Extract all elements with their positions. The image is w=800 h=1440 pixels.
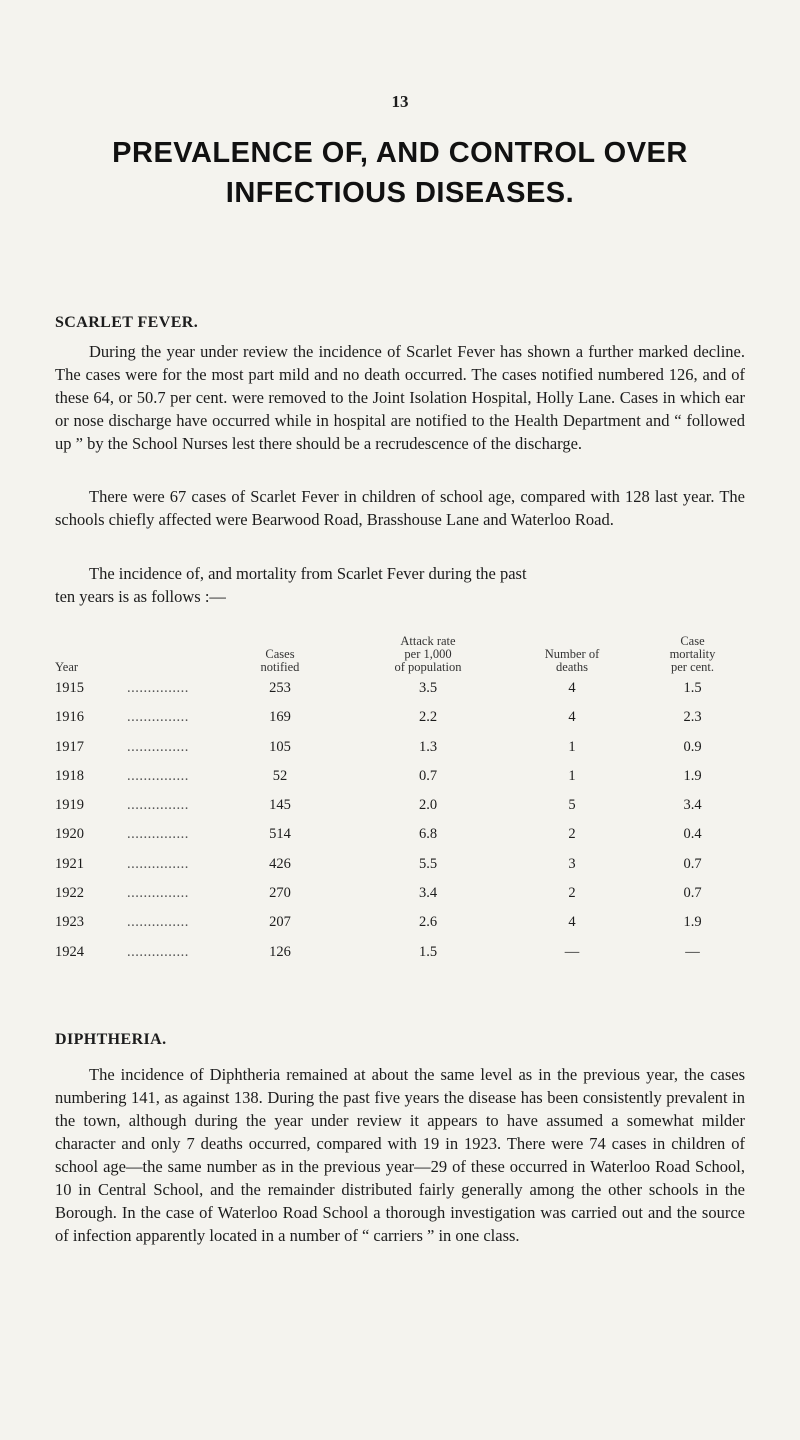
cell-mortality: 3.4 — [683, 797, 702, 814]
scarlet-fever-paragraph-2: There were 67 cases of Scarlet Fever in children of school age, compared with 128 last year. The schools chiefly affected were Bearwood Road, Brasshouse Lane and Waterloo Road. — [55, 487, 745, 529]
leader-dots: ............... — [127, 709, 189, 726]
table-row — [55, 703, 745, 732]
cell-mortality: 0.4 — [683, 826, 702, 843]
cell-cases: 207 — [269, 914, 291, 931]
cell-deaths: 3 — [568, 855, 576, 872]
cell-cases: 105 — [269, 738, 291, 755]
cell-rate: 2.0 — [418, 797, 438, 814]
cell-rate: 3.4 — [418, 885, 438, 902]
table-row — [55, 908, 745, 937]
cell-mortality: 0.7 — [683, 855, 702, 872]
cell-year: 1916 — [55, 709, 84, 726]
scarlet-fever-table — [55, 622, 745, 967]
cell-mortality: 0.7 — [683, 885, 702, 902]
leader-dots: ............... — [127, 680, 189, 696]
header-cases-notified: Cases notified — [260, 647, 300, 674]
table-row — [55, 879, 745, 908]
cell-deaths: 5 — [568, 797, 576, 814]
cell-cases: 426 — [269, 855, 291, 872]
cell-cases: 126 — [269, 943, 291, 960]
cell-deaths: 1 — [568, 767, 576, 784]
cell-year: 1920 — [55, 826, 84, 843]
table-row — [55, 733, 745, 762]
table-row — [55, 820, 745, 849]
cell-deaths: — — [564, 943, 580, 960]
cell-deaths: 4 — [568, 914, 576, 931]
cell-deaths: 2 — [568, 826, 576, 843]
page-number: 13 — [391, 92, 409, 111]
table-row — [55, 791, 745, 820]
leader-dots: ............... — [127, 885, 189, 902]
scarlet-fever-heading: SCARLET FEVER. — [55, 314, 199, 331]
table-row — [55, 762, 745, 791]
cell-year: 1921 — [55, 855, 84, 872]
cell-rate: 3.5 — [418, 680, 438, 696]
cell-deaths: 4 — [568, 709, 576, 726]
cell-mortality: — — [685, 943, 700, 960]
table-intro-line-1: The incidence of, and mortality from Scarlet Fever during the past — [89, 564, 527, 583]
header-attack-rate: Attack rate per 1,000 of population — [394, 634, 462, 674]
cell-year: 1923 — [55, 914, 84, 931]
leader-dots: ............... — [127, 767, 189, 784]
page-title-line-2: INFECTIOUS DISEASES. — [225, 177, 575, 209]
cell-rate: 2.2 — [418, 709, 438, 726]
cell-year: 1919 — [55, 797, 84, 814]
cell-mortality: 1.9 — [683, 767, 702, 784]
cell-rate: 1.5 — [418, 943, 438, 960]
page-title-line-1: PREVALENCE OF, AND CONTROL OVER — [112, 137, 688, 169]
table-header — [55, 622, 745, 674]
cell-rate: 0.7 — [418, 767, 438, 784]
cell-year: 1922 — [55, 885, 84, 902]
header-year: Year — [55, 660, 79, 674]
cell-cases: 514 — [269, 826, 291, 843]
cell-cases: 145 — [269, 797, 291, 814]
page-title — [0, 133, 800, 213]
cell-deaths: 2 — [568, 885, 576, 902]
cell-rate: 6.8 — [418, 826, 438, 843]
cell-cases: 253 — [269, 680, 291, 696]
header-number-of-deaths: Number of deaths — [544, 647, 600, 674]
leader-dots: ............... — [127, 826, 189, 843]
cell-rate: 2.6 — [418, 914, 438, 931]
cell-rate: 1.3 — [418, 738, 438, 755]
leader-dots: ............... — [127, 797, 189, 814]
cell-mortality: 1.5 — [683, 680, 702, 696]
cell-rate: 5.5 — [418, 855, 438, 872]
leader-dots: ............... — [127, 855, 189, 872]
cell-year: 1924 — [55, 943, 84, 960]
scarlet-fever-paragraph-1: During the year under review the incidence of Scarlet Fever has shown a further marked decline. The cases were for the most part mild and no death occurred. The cases notified numbered 126, and of these 64, or 50.7 per cent. were removed to the Joint Isolation Hospital, Holly Lane. Cases in which ear or nose discharge have occurred while in hospital are notified to the Health Department and “ followed up ” by the School Nurses lest there should be a recrudescence of the discharge. — [55, 342, 745, 453]
cell-mortality: 2.3 — [683, 709, 702, 726]
leader-dots: ............... — [127, 738, 189, 755]
cell-cases: 169 — [269, 709, 291, 726]
cell-deaths: 1 — [568, 738, 576, 755]
cell-mortality: 1.9 — [683, 914, 702, 931]
leader-dots: ............... — [127, 914, 189, 931]
table-intro-line-2: ten years is as follows :— — [55, 587, 226, 606]
cell-deaths: 4 — [568, 680, 576, 696]
cell-cases: 270 — [269, 885, 291, 902]
table-row — [55, 850, 745, 879]
table-row — [55, 674, 745, 703]
diphtheria-heading: DIPHTHERIA. — [55, 1031, 167, 1048]
cell-year: 1917 — [55, 738, 84, 755]
cell-year: 1918 — [55, 767, 84, 784]
diphtheria-paragraph-1: The incidence of Diphtheria remained at about the same level as in the previous year, the cases numbering 141, as against 138. During the past five years the disease has been consistently prevalent in the town, although during the year under review it appears to have assumed a somewhat milder character and only 7 deaths occurred, compared with 19 in 1923. There were 74 cases in children of school age—the same number as in the previous year—29 of these occurred in Waterloo Road School, 10 in Central School, and the remainder distributed fairly generally among the other schools in the Borough. In the case of Waterloo Road School a thorough investigation was carried out and the source of infection apparently located in a number of “ carriers ” in one class. — [55, 1065, 745, 1245]
header-case-mortality: Case mortality per cent. — [669, 634, 716, 674]
leader-dots: ............... — [127, 943, 189, 960]
cell-cases: 52 — [272, 767, 288, 784]
table-row — [55, 938, 745, 967]
cell-mortality: 0.9 — [683, 738, 702, 755]
cell-year: 1915 — [55, 680, 84, 696]
